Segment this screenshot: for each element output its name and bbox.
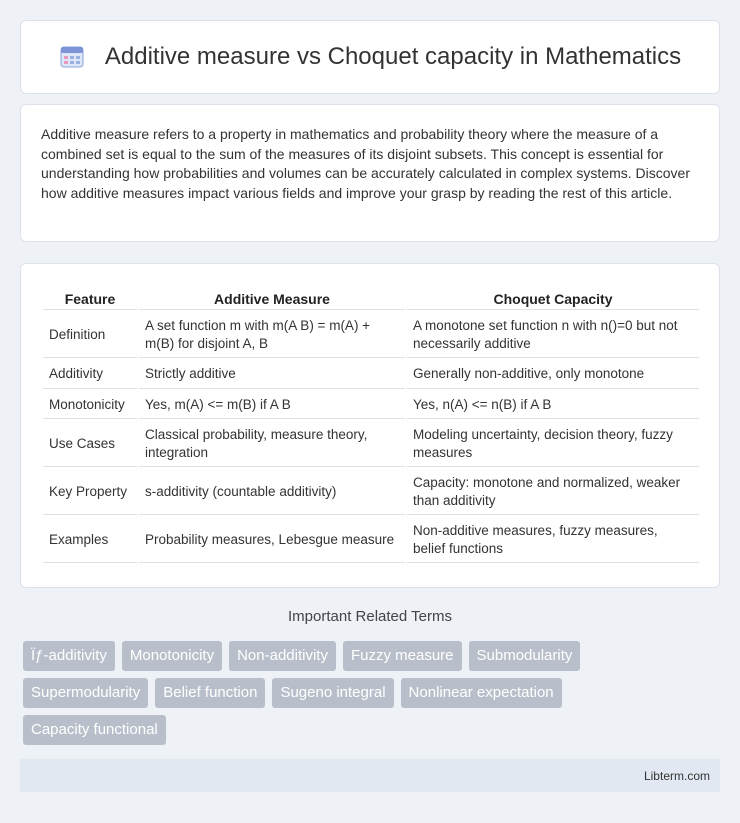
table-row [43, 421, 699, 467]
row-choquet: Yes, n(A) <= n(B) if A B [407, 391, 699, 420]
row-additive: Yes, m(A) <= m(B) if A B [139, 391, 405, 420]
row-feature: Use Cases [43, 421, 137, 467]
row-feature: Examples [43, 517, 137, 563]
footer-site-link[interactable]: Libterm.com [643, 768, 710, 783]
related-term-tag[interactable]: Ïƒ-additivity [23, 641, 115, 671]
related-terms-list [23, 641, 623, 752]
row-additive: s-additivity (countable additivity) [139, 469, 405, 515]
header-additive-measure: Additive Measure [139, 286, 405, 310]
header-choquet-capacity: Choquet Capacity [407, 286, 699, 310]
related-term-tag[interactable]: Submodularity [469, 641, 581, 671]
row-choquet: Modeling uncertainty, decision theory, fuzzy measures [407, 421, 699, 467]
row-choquet: Capacity: monotone and normalized, weaker than additivity [407, 469, 699, 515]
related-term-tag[interactable]: Belief function [155, 678, 265, 708]
row-additive: A set function m with m(A B) = m(A) + m(B) for disjoint A, B [139, 312, 405, 358]
table-row [43, 517, 699, 563]
row-additive: Strictly additive [139, 360, 405, 389]
table-row [43, 312, 699, 358]
related-term-tag[interactable]: Sugeno integral [272, 678, 393, 708]
table-row [43, 360, 699, 389]
comparison-card [20, 263, 720, 588]
row-choquet: Generally non-additive, only monotone [407, 360, 699, 389]
footer [20, 759, 720, 792]
related-terms-title: Important Related Terms [288, 608, 452, 625]
header-card [20, 20, 720, 94]
row-choquet: Non-additive measures, fuzzy measures, belief functions [407, 517, 699, 563]
table-row [43, 391, 699, 420]
related-term-tag[interactable]: Capacity functional [23, 715, 166, 745]
row-feature: Monotonicity [43, 391, 137, 420]
related-term-tag[interactable]: Supermodularity [23, 678, 148, 708]
row-choquet: A monotone set function n with n()=0 but not necessarily additive [407, 312, 699, 358]
header-feature: Feature [43, 286, 137, 310]
row-feature: Additivity [43, 360, 137, 389]
intro-card [20, 104, 720, 242]
intro-text: Additive measure refers to a property in mathematics and probability theory where the measure of a combined set is equal to the sum of the measures of its disjoint subsets. This concept is essential for understanding how probabilities and volumes can be accurately calculated in complex systems. Discover how additive measures impact various fields and improve your grasp by reading the rest of this article. [41, 126, 690, 201]
related-term-tag[interactable]: Non-additivity [229, 641, 336, 671]
table-icon [59, 44, 85, 70]
related-term-tag[interactable]: Nonlinear expectation [401, 678, 562, 708]
row-feature: Definition [43, 312, 137, 358]
row-additive: Classical probability, measure theory, integration [139, 421, 405, 467]
page-title: Additive measure vs Choquet capacity in Mathematics [104, 43, 682, 70]
table-header-row [43, 286, 699, 310]
comparison-table [41, 284, 701, 565]
row-additive: Probability measures, Lebesgue measure [139, 517, 405, 563]
row-feature: Key Property [43, 469, 137, 515]
table-row [43, 469, 699, 515]
related-term-tag[interactable]: Monotonicity [122, 641, 222, 671]
related-term-tag[interactable]: Fuzzy measure [343, 641, 462, 671]
